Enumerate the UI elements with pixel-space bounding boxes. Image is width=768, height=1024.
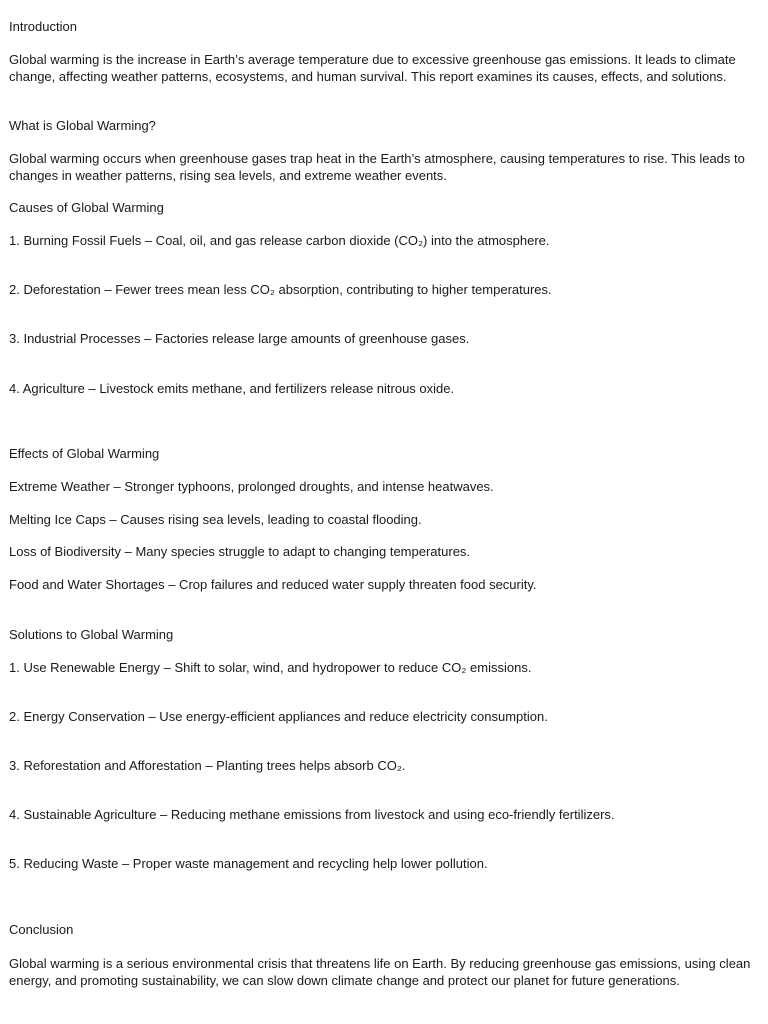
list-item-effect: Food and Water Shortages – Crop failures and reduced water supply threaten food security. <box>9 577 537 592</box>
list-item-cause: 4. Agriculture – Livestock emits methane, and fertilizers release nitrous oxide. <box>9 381 455 396</box>
list-item-solution: 4. Sustainable Agriculture – Reducing methane emissions from livestock and using eco-friendly fertilizers. <box>9 807 615 822</box>
what-is-paragraph: Global warming occurs when greenhouse gases trap heat in the Earth’s atmosphere, causing temperatures to rise. This leads to changes in weather patterns, rising sea levels, and extreme weather events. <box>9 151 745 183</box>
introduction-paragraph: Global warming is the increase in Earth’s average temperature due to excessive greenhouse gas emissions. It leads to climate change, affecting weather patterns, ecosystems, and human survival. This report examines its causes, effects, and solutions. <box>9 52 736 84</box>
section-heading-conclusion: Conclusion <box>9 922 74 937</box>
list-item-solution: 1. Use Renewable Energy – Shift to solar, wind, and hydropower to reduce CO₂ emissions. <box>9 660 532 675</box>
conclusion-paragraph: Global warming is a serious environmental crisis that threatens life on Earth. By reducing greenhouse gas emissions, using clean energy, and promoting sustainability, we can slow down climate change and protect our planet for future generations. <box>9 956 751 988</box>
list-item-solution: 2. Energy Conservation – Use energy-efficient appliances and reduce electricity consumption. <box>9 709 548 724</box>
section-heading-solutions: Solutions to Global Warming <box>9 627 174 642</box>
list-item-effect: Loss of Biodiversity – Many species struggle to adapt to changing temperatures. <box>9 544 471 559</box>
list-item-cause: 2. Deforestation – Fewer trees mean less CO₂ absorption, contributing to higher temperatures. <box>9 282 552 297</box>
section-heading-what-is: What is Global Warming? <box>9 118 156 133</box>
section-heading-causes: Causes of Global Warming <box>9 200 164 215</box>
list-item-cause: 1. Burning Fossil Fuels – Coal, oil, and gas release carbon dioxide (CO₂) into the atmosphere. <box>9 233 550 248</box>
list-item-cause: 3. Industrial Processes – Factories release large amounts of greenhouse gases. <box>9 331 470 346</box>
list-item-solution: 5. Reducing Waste – Proper waste management and recycling help lower pollution. <box>9 856 488 871</box>
list-item-solution: 3. Reforestation and Afforestation – Planting trees helps absorb CO₂. <box>9 758 406 773</box>
section-heading-introduction: Introduction <box>9 19 77 34</box>
list-item-effect: Melting Ice Caps – Causes rising sea levels, leading to coastal flooding. <box>9 512 422 527</box>
list-item-effect: Extreme Weather – Stronger typhoons, prolonged droughts, and intense heatwaves. <box>9 479 494 494</box>
section-heading-effects: Effects of Global Warming <box>9 446 160 461</box>
